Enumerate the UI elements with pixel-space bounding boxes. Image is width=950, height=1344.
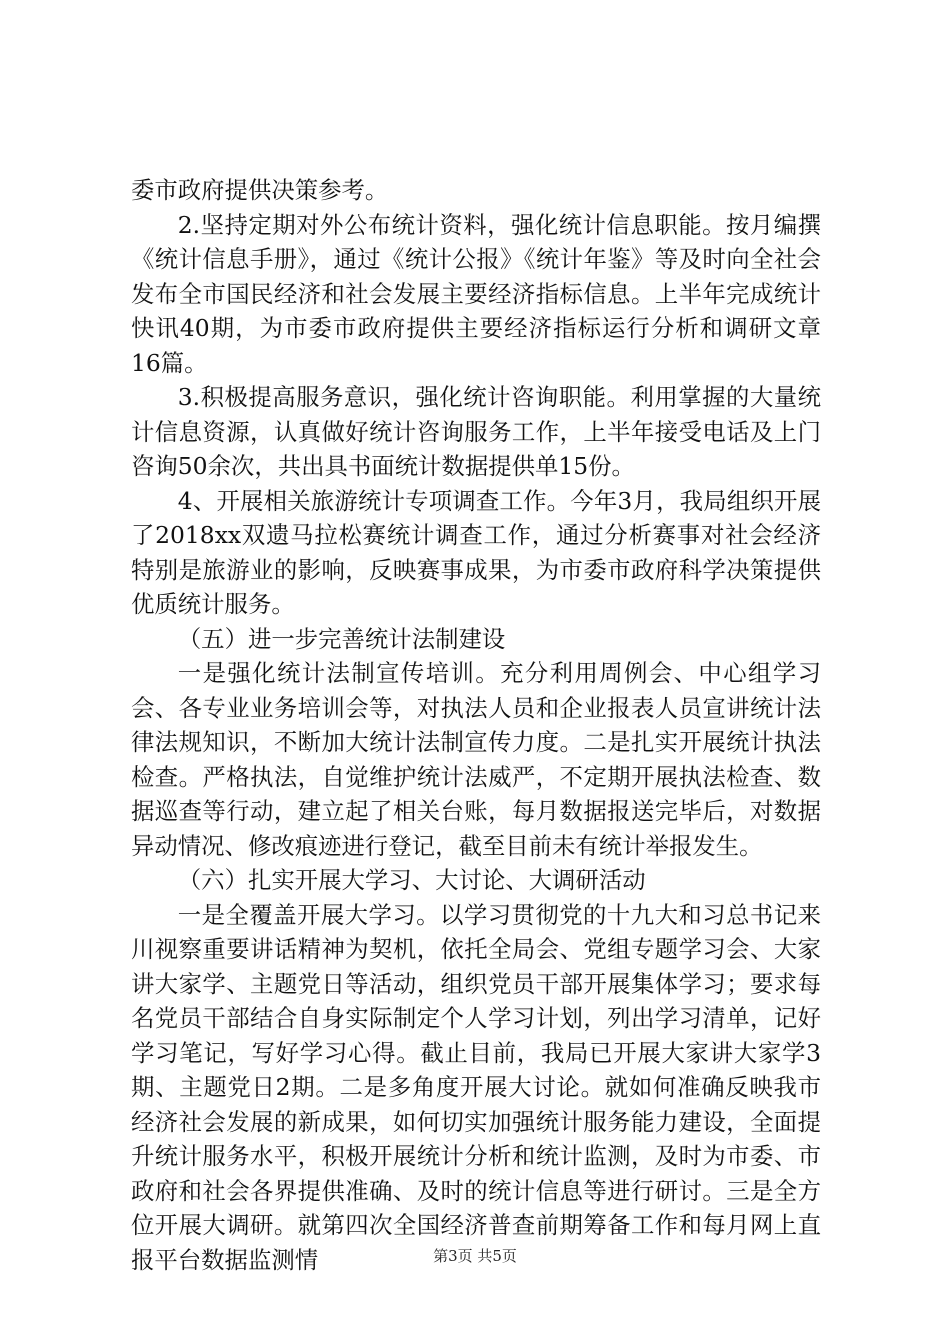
page-footer: 第3页 共5页 [433,1247,517,1265]
paragraph-continuation: 委市政府提供决策参考。 [131,176,389,204]
paragraph-item-4: 4、开展相关旅游统计专项调查工作。今年3月，我局组织开展了2018xx双遗马拉松赛统计调查工作，通过分析赛事对社会经济特别是旅游业的影响，反映赛事成果，为市委市政府科学决策提供优质统计服务。 [131,486,821,618]
paragraph-item-2: 2.坚持定期对外公布统计资料，强化统计信息职能。按月编撰《统计信息手册》，通过《统计公报》《统计年鉴》等及时向全社会发布全市国民经济和社会发展主要经济指标信息。上半年完成统计快讯40期，为市委市政府提供主要经济指标运行分析和调研文章16篇。 [131,210,821,377]
paragraph-legal-system: 一是强化统计法制宣传培训。充分利用周例会、中心组学习会、各专业业务培训会等，对执法人员和企业报表人员宣讲统计法律法规知识，不断加大统计法制宣传力度。二是扎实开展统计执法检查。严格执法，自觉维护统计法威严，不定期开展执法检查、数据巡查等行动，建立起了相关台账，每月数据报送完毕后，对数据异动情况、修改痕迹进行登记，截至目前未有统计举报发生。 [131,659,821,860]
section-heading-6: （六）扎实开展大学习、大讨论、大调研活动 [177,866,646,894]
document-body [131,173,821,1277]
paragraph-item-3: 3.积极提高服务意识，强化统计咨询职能。利用掌握的大量统计信息资源，认真做好统计咨询服务工作，上半年接受电话及上门咨询50余次，共出具书面统计数据提供单15份。 [131,383,821,480]
section-heading-5: （五）进一步完善统计法制建设 [177,624,506,653]
paragraph-study-activities: 一是全覆盖开展大学习。以学习贯彻党的十九大和习总书记来川视察重要讲话精神为契机，依托全局会、党组专题学习会、大家讲大家学、主题党日等活动，组织党员干部开展集体学习；要求每名党员干部结合自身实际制定个人学习计划，列出学习清单，记好学习笔记，写好学习心得。截止目前，我局已开展大家讲大家学3期、主题党日2期。二是多角度开展大讨论。就如何准确反映我市经济社会发展的新成果，如何切实加强统计服务能力建设，全面提升统计服务水平，积极开展统计分析和统计监测，及时为市委、市政府和社会各界提供准确、及时的统计信息等进行研讨。三是全方位开展大调研。就第四次全国经济普查前期筹备工作和每月网上直报平台数据监测情 [131,900,821,1274]
